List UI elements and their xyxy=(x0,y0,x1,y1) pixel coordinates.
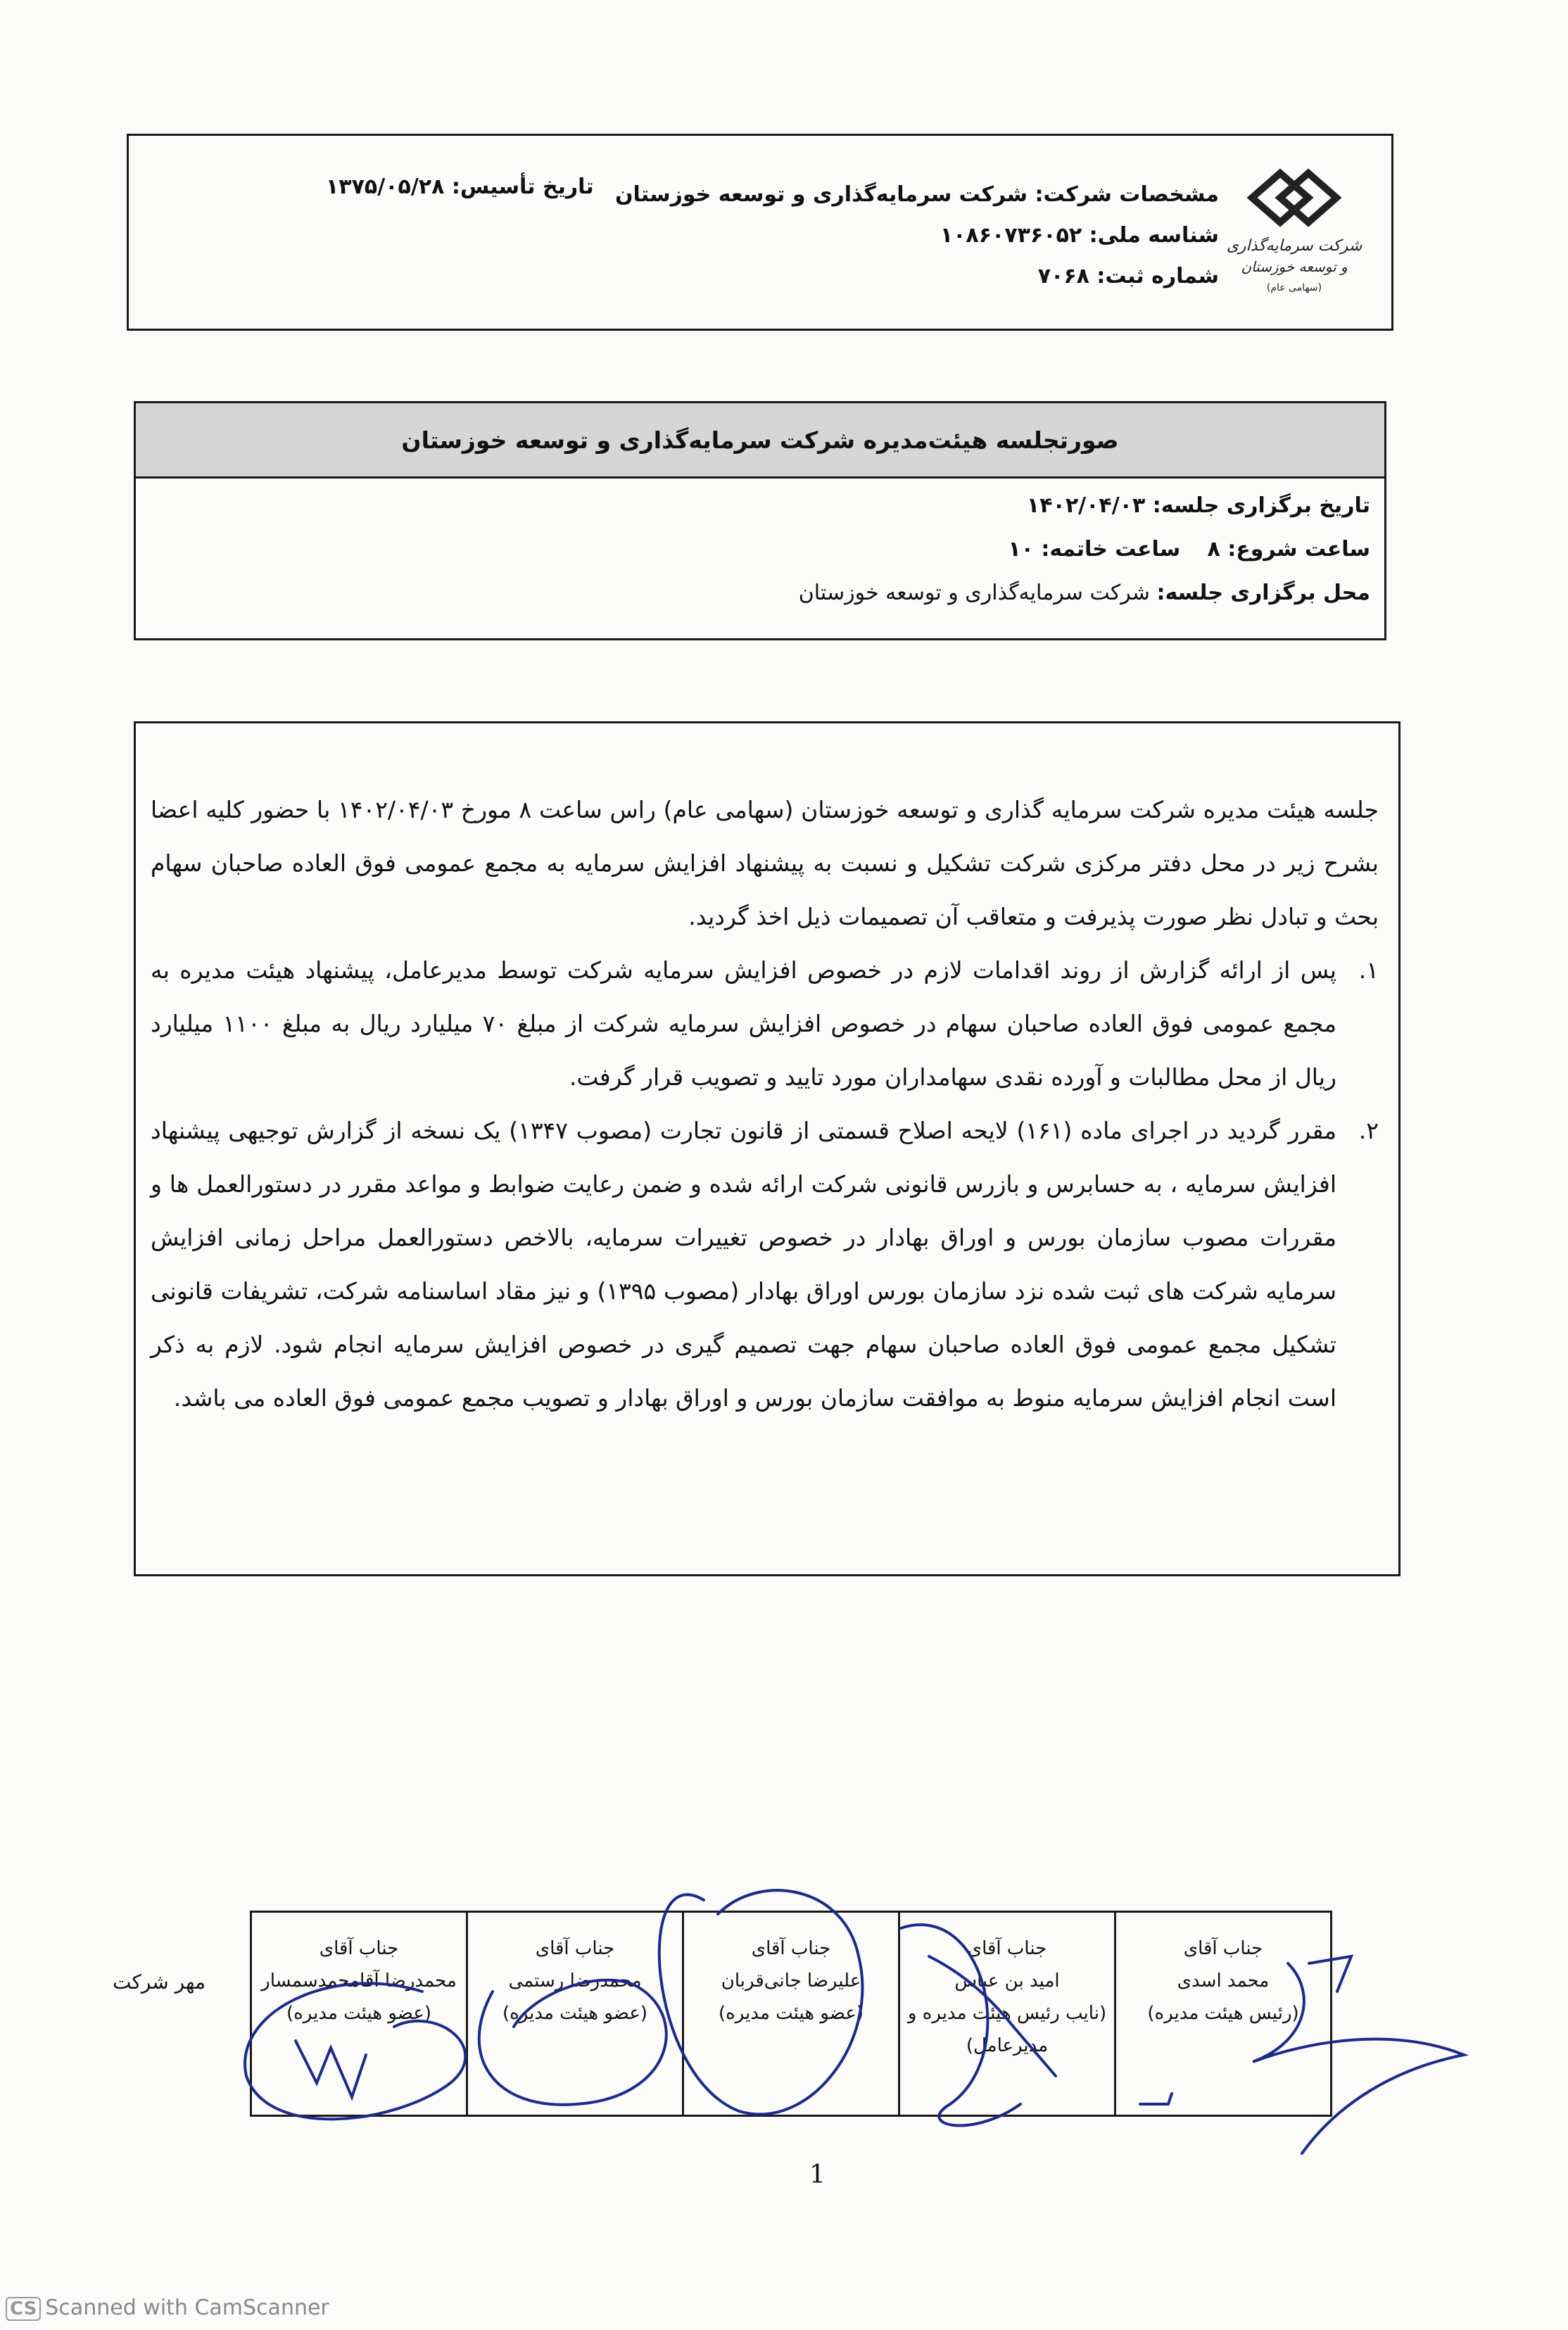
signer-name: علیرضا جانی‌قربان xyxy=(721,1970,861,1992)
signer-name: امید بن عباس xyxy=(954,1970,1060,1992)
company-logo xyxy=(1226,170,1362,303)
signer-name: محمدرضا رستمی xyxy=(508,1970,642,1992)
minutes-title: صورتجلسه هیئت‌مدیره شرکت سرمایه‌گذاری و توسعه خوزستان xyxy=(136,403,1384,479)
signer-title: جناب آقای xyxy=(751,1938,831,1959)
signer-name: محمدرضا آقامحمدسمسار xyxy=(261,1970,457,1992)
item-text: پس از ارائه گزارش از روند اقدامات لازم در خصوص افزایش سرمایه شرکت توسط مدیرعامل، پیشنهاد هیئت مدیره به مجمع عمومی فوق العاده صاحبان سهام در خصوص افزایش سرمایه شرکت از مبلغ ۷۰ میلیارد ریال به مبلغ ۱۱۰۰ میلیارد ریال از محل مطالبات و آورده نقدی سهامداران مورد تایید و تصویب قرار گرفت. xyxy=(151,956,1336,1091)
meeting-date: تاریخ برگزاری جلسه: ۱۴۰۲/۰۴/۰۳ xyxy=(1026,493,1370,518)
item-number: ۱. xyxy=(1358,956,1379,984)
scanner-watermark xyxy=(6,2296,329,2321)
page-number: 1 xyxy=(809,2160,826,2189)
item-text: مقرر گردید در اجرای ماده (۱۶۱) لایحه اصلاح قسمتی از قانون تجارت (مصوب ۱۳۴۷) یک نسخه از گزارش توجیهی پیشنهاد افزایش سرمایه ، به حسابرس و بازرس قانونی شرکت ارائه شده و ضمن رعایت ضوابط و مواعد مقرر در دستورالعمل ها و مقررات مصوب سازمان بورس و اوراق بهادار در خصوص تغییرات سرمایه، بالاخص دستورالعمل مراحل زمانی افزایش سرمایه شرکت های ثبت شده نزد سازمان بورس اوراق بهادار (مصوب ۱۳۹۵) و نیز مقاد اساسنامه شرکت، تشریفات قانونی تشکیل مجمع عمومی فوق العاده صاحبان سهام جهت تصمیم گیری در خصوص افزایش سرمایه انجام شود. لازم به ذکر است انجام افزایش سرمایه منوط به موافقت سازمان بورس و اوراق بهادار و تصویب مجمع عمومی فوق العاده می باشد. xyxy=(151,1117,1336,1412)
svg-text:(سهامی عام): (سهامی عام) xyxy=(1266,282,1322,293)
company-seal-label: مهر شرکت xyxy=(113,1970,206,1994)
signer-role: (عضو هیئت مدیره) xyxy=(718,2003,864,2024)
intro-paragraph: جلسه هیئت مدیره شرکت سرمایه گذاری و توسعه خوزستان (سهامی عام) راس ساعت ۸ مورخ ۱۴۰۲/۰۴/۰۳ با حضور کلیه اعضا بشرح زیر در محل دفتر مرکزی شرکت تشکیل و نسبت به پیشنهاد افزایش سرمایه به مجمع عمومی فوق العاده صاحبان سهام بحث و تبادل نظر صورت پذیرفت و متعاقب آن تصمیمات ذیل اخذ گردید. xyxy=(151,796,1379,930)
camscanner-text: Scanned with CamScanner xyxy=(45,2296,329,2320)
signature-cell-ceo xyxy=(898,1913,1114,2115)
signature-cell-member-3 xyxy=(252,1913,466,2115)
signer-title: جناب آقای xyxy=(535,1938,615,1959)
signature-cell-chairman xyxy=(1114,1913,1330,2115)
signature-cell-member-1 xyxy=(682,1913,898,2115)
resolution-text xyxy=(151,783,1379,1425)
company-name: مشخصات شرکت: شرکت سرمایه‌گذاری و توسعه خوزستان xyxy=(614,182,1219,207)
signer-role: (نایب رئیس هیئت مدیره و مدیرعامل) xyxy=(907,2003,1107,2056)
end-time: ساعت خاتمه: ۱۰ xyxy=(1008,537,1181,562)
registration-number: شماره ثبت: ۷۰۶۸ xyxy=(1037,264,1219,289)
svg-text:شرکت سرمایه‌گذاری: شرکت سرمایه‌گذاری xyxy=(1226,237,1362,255)
camscanner-badge: CS xyxy=(6,2297,41,2321)
resolution-body-box xyxy=(134,721,1401,1576)
start-time: ساعت شروع: ۸ xyxy=(1207,537,1370,562)
national-id: شناسه ملی: ۱۰۸۶۰۷۳۶۰۵۲ xyxy=(940,223,1219,248)
resolution-item-1 xyxy=(151,944,1379,1104)
company-header-box xyxy=(127,134,1393,331)
signer-name: محمد اسدی xyxy=(1177,1970,1270,1992)
company-info xyxy=(586,175,1219,297)
venue-label: محل برگزاری جلسه: xyxy=(1156,581,1370,605)
svg-text:و توسعه خوزستان: و توسعه خوزستان xyxy=(1241,258,1348,275)
signatures-table xyxy=(250,1911,1332,2117)
meeting-info xyxy=(174,484,1370,615)
signer-role: (عضو هیئت مدیره) xyxy=(286,2003,432,2024)
resolution-item-2 xyxy=(151,1104,1379,1425)
signer-title: جناب آقای xyxy=(967,1938,1047,1959)
signer-role: (رئیس هیئت مدیره) xyxy=(1147,2003,1299,2024)
venue-value: شرکت سرمایه‌گذاری و توسعه خوزستان xyxy=(798,581,1150,605)
signer-title: جناب آقای xyxy=(1183,1938,1263,1959)
signature-cell-member-2 xyxy=(466,1913,682,2115)
item-number: ۲. xyxy=(1358,1117,1379,1144)
signer-role: (عضو هیئت مدیره) xyxy=(502,2003,648,2024)
meeting-venue xyxy=(174,571,1370,615)
meeting-times xyxy=(174,528,1370,571)
signer-title: جناب آقای xyxy=(319,1938,399,1959)
minutes-info-box xyxy=(134,401,1386,640)
founding-date: تاریخ تأسیس: ۱۳۷۵/۰۵/۲۸ xyxy=(326,175,594,199)
